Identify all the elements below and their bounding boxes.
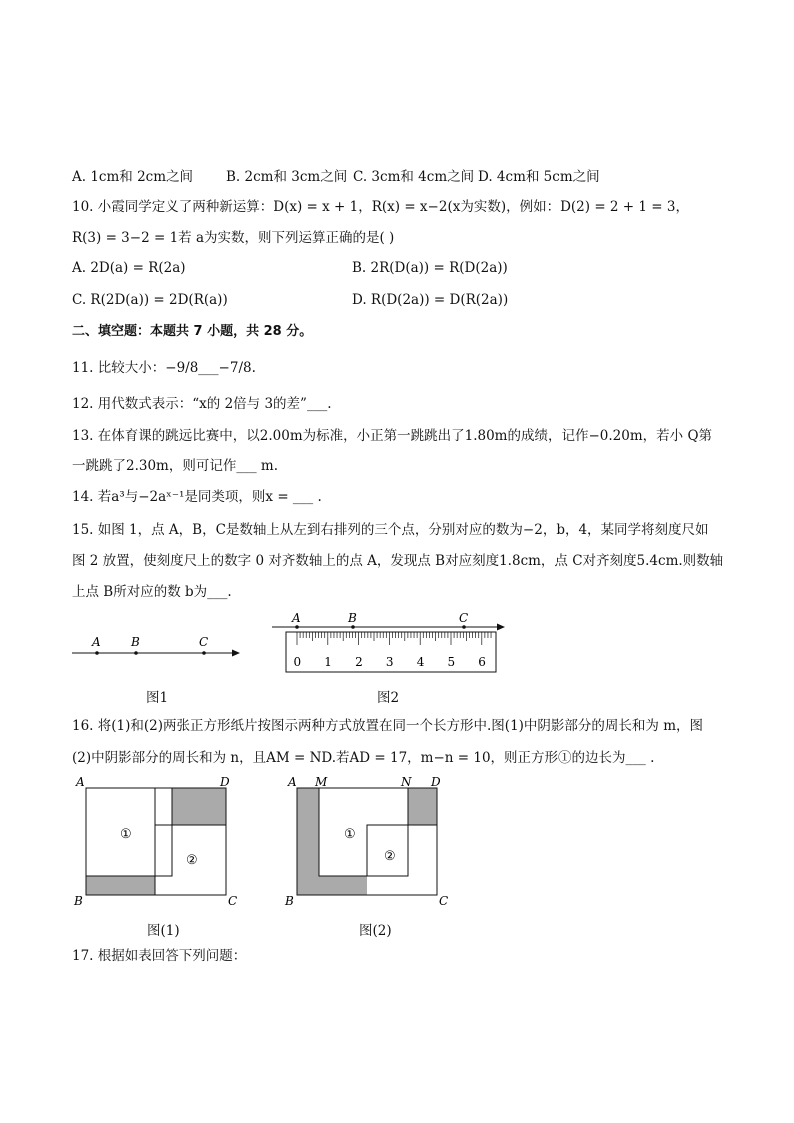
section-heading: 二、填空题：本题共 7 小题，共 28 分。 (72, 324, 313, 339)
q14-text: 14. 若a³与−2aˣ⁻¹是同类项，则x = ___ . (72, 489, 322, 505)
q15-fig2-caption: 图2 (377, 690, 400, 706)
fig1-label-a: A (76, 775, 85, 789)
point-b-label: B (131, 635, 140, 649)
fig1-square2-label: ② (186, 853, 198, 868)
point-a-label: A (92, 635, 101, 649)
q10-stem-line2: R(3) = 3−2 = 1若 a为实数，则下列运算正确的是( ) (72, 230, 395, 246)
fig1-label-c: C (228, 894, 238, 908)
q16-line1: 16. 将(1)和(2)两张正方形纸片按图示两种方式放置在同一个长方形中.图(1)中阴影部分的周长和为 m，图 (72, 718, 704, 734)
q13-line2: 一跳跳了2.30m，则可记作___ m. (72, 458, 278, 474)
ruler-point-c-label: C (459, 611, 469, 625)
q15-figure1-number-line (68, 630, 248, 670)
ruler-number: 1 (324, 655, 332, 669)
ruler-number: 5 (447, 655, 456, 669)
ruler-ticks (297, 632, 491, 645)
q16-line2: (2)中阴影部分的周长和为 n，且AM = ND.若AD = 17，m−n = 10，则正方形①的边长为___ . (72, 750, 655, 766)
q17-text: 17. 根据如表回答下列问题： (72, 948, 247, 964)
fig2-label-b: B (285, 894, 294, 908)
fig1-label-d: D (220, 775, 230, 789)
ruler-numbers (294, 655, 486, 669)
q15-figure2-ruler (268, 608, 513, 678)
fig2-square1-label: ① (344, 827, 356, 842)
q10-stem-line1: 10. 小霞同学定义了两种新运算：D(x) = x + 1，R(x) = x−2(x为实数)，例如：D(2) = 2 + 1 = 3， (72, 199, 689, 215)
ruler-number: 6 (478, 655, 486, 669)
q10-option-b: B. 2R(D(a)) = R(D(2a)) (352, 260, 508, 276)
q15-fig1-caption: 图1 (146, 690, 169, 706)
fig2-label-c: C (439, 894, 449, 908)
ruler-number: 4 (416, 655, 425, 669)
q16-fig2-caption: 图(2) (359, 923, 392, 939)
q10-option-d: D. R(D(2a)) = D(R(2a)) (352, 292, 509, 308)
fig1-label-b: B (74, 894, 83, 908)
fig2-label-a: A (288, 775, 297, 789)
q9-option-b: B. 2cm和 3cm之间 (226, 169, 348, 185)
fig2-square2-label: ② (384, 849, 396, 864)
ruler-point-b-label: B (348, 611, 357, 625)
q12-text: 12. 用代数式表示：“x的 2倍与 3的差”___. (72, 396, 332, 412)
q9-option-a: A. 1cm和 2cm之间 (72, 169, 194, 185)
fig2-label-m: M (315, 775, 328, 789)
q10-option-c: C. R(2D(a)) = 2D(R(a)) (72, 292, 228, 308)
ruler-point-a-label: A (292, 611, 301, 625)
q16-figure2 (284, 770, 459, 910)
q15-line3: 上点 B所对应的数 b为___. (72, 584, 232, 600)
q16-figure1 (72, 770, 247, 910)
q13-line1: 13. 在体育课的跳远比赛中，以2.00m为标准，小正第一跳跳出了1.80m的成绩，记作−0.20m，若小 Q第 (72, 428, 713, 444)
q9-option-c: C. 3cm和 4cm之间 (353, 169, 475, 185)
q11-text: 11. 比较大小：−9/8___−7/8. (72, 360, 256, 376)
q10-option-a: A. 2D(a) = R(2a) (72, 260, 186, 276)
q15-line1: 15. 如图 1，点 A，B，C是数轴上从左到右排列的三个点，分别对应的数为−2，b，4，某同学将刻度尺如 (72, 522, 709, 538)
ruler-number: 3 (385, 655, 394, 669)
q15-line2: 图 2 放置，使刻度尺上的数字 0 对齐数轴上的点 A，发现点 B对应刻度1.8cm，点 C对齐刻度5.4cm.则数轴 (72, 553, 724, 569)
fig2-label-n: N (401, 775, 412, 789)
q9-option-d: D. 4cm和 5cm之间 (478, 169, 600, 185)
point-c-label: C (199, 635, 209, 649)
fig2-label-d: D (431, 775, 441, 789)
ruler-number: 0 (293, 655, 302, 669)
fig1-square1-label: ① (120, 827, 132, 842)
q16-fig1-caption: 图(1) (147, 923, 180, 939)
ruler-number: 2 (355, 655, 363, 669)
